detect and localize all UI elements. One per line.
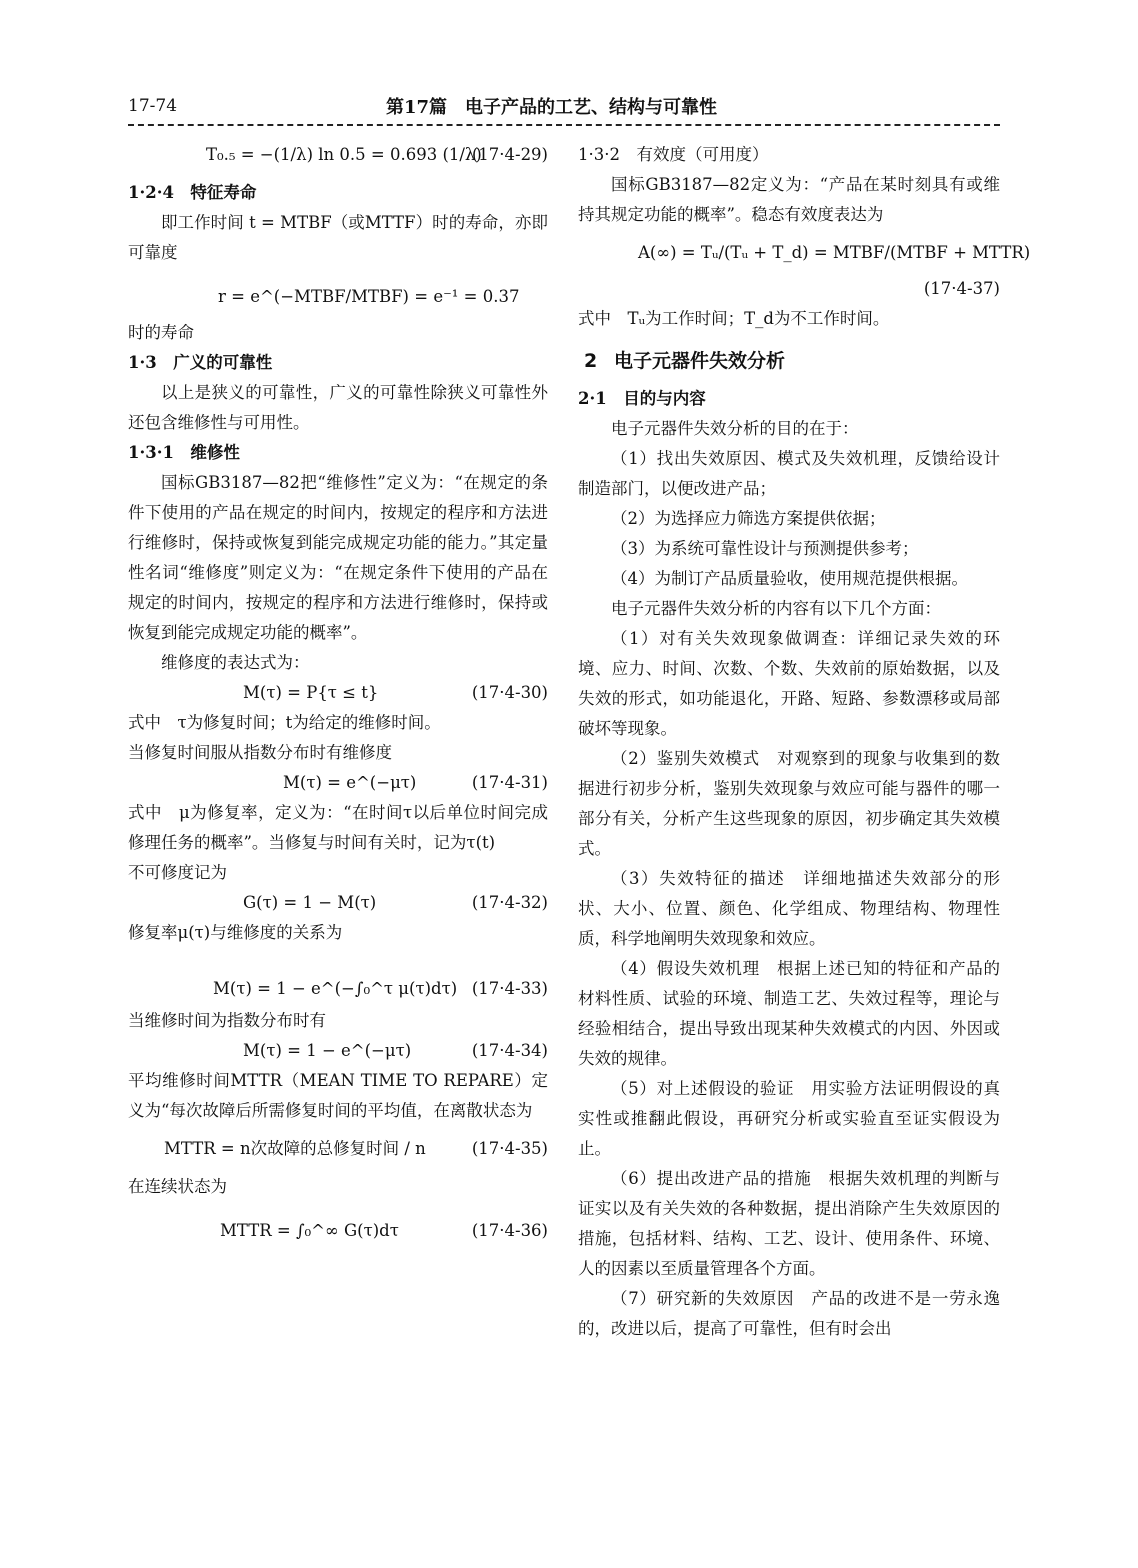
equation-number: (17·4-33) <box>471 979 548 998</box>
paragraph: 式中 τ为修复时间；t为给定的维修时间。 <box>128 713 441 732</box>
section-number: 2 <box>584 350 598 372</box>
equation-body: M(τ) = P{τ ≤ t} <box>243 683 379 702</box>
equation-17-4-32 <box>128 888 548 918</box>
equation-17-4-34 <box>128 1036 548 1066</box>
paragraph: 国标GB3187—82定义为：“产品在某时刻具有或维持其规定功能的概率”。稳态有效度表达为 <box>578 175 1000 224</box>
paragraph: 即工作时间 t = MTBF（或MTTF）时的寿命，亦即可靠度 <box>128 213 548 262</box>
paragraph: 式中 μ为修复率，定义为：“在时间τ以后单位时间完成修理任务的概率”。当修复与时间有关时，记为τ(t) <box>128 803 548 852</box>
section-title: 电子元器件失效分析 <box>614 350 786 372</box>
equation-number: (17·4-37) <box>923 279 1000 298</box>
header-rule <box>128 124 1000 126</box>
section-heading-1-3-1: 1·3·1 维修性 <box>128 443 240 462</box>
paragraph: 国标GB3187—82把“维修性”定义为：“在规定的条件下使用的产品在规定的时间内，按规定的程序和方法进行维修时，保持或恢复到能完成规定功能的能力。”其定量性名词“维修度”则定义为：“在规定条件下使用的产品在规定的时间内，按规定的程序和方法进行维修时，保持或恢复到能完成规定功能的概率”。 <box>128 473 548 642</box>
section-heading-1-3: 1·3 广义的可靠性 <box>128 353 273 372</box>
list-item: （7）研究新的失效原因 产品的改进不是一劳永逸的，改进以后，提高了可靠性，但有时会出 <box>578 1289 1000 1338</box>
list-item: （4）为制订产品质量验收，使用规范提供根据。 <box>611 569 968 588</box>
equation-number: (17·4-30) <box>471 683 548 702</box>
equation-number: (17·4-32) <box>471 893 548 912</box>
equation-number: (17·4-34) <box>471 1041 548 1060</box>
list-item: （3）为系统可靠性设计与预测提供参考； <box>611 539 919 558</box>
list-item: （4）假设失效机理 根据上述已知的特征和产品的材料性质、试验的环境、制造工艺、失效过程等，理论与经验相结合，提出导致出现某种失效模式的内因、外因或失效的规律。 <box>578 959 1000 1068</box>
equation-number: (17·4-36) <box>471 1221 548 1240</box>
equation-17-4-30 <box>128 678 548 708</box>
list-item: （2）鉴别失效模式 对观察到的现象与收集到的数据进行初步分析，鉴别失效现象与效应可能与器件的哪一部分有关，分析产生这些现象的原因，初步确定其失效模式。 <box>578 749 1000 858</box>
paragraph: 在连续状态为 <box>128 1177 227 1196</box>
equation-17-4-37 <box>578 230 1031 274</box>
list-item: （1）对有关失效现象做调查：详细记录失效的环境、应力、时间、次数、个数、失效前的原始数据，以及失效的形式，如功能退化，开路、短路、参数漂移或局部破坏等现象。 <box>578 629 1000 738</box>
paragraph: 式中 Tᵤ为工作时间；T_d为不工作时间。 <box>578 309 890 328</box>
right-column <box>578 140 1031 1344</box>
list-item: （5）对上述假设的验证 用实验方法证明假设的真实性或推翻此假设，再研究分析或实验直至证实假设为止。 <box>578 1079 1000 1158</box>
left-column <box>128 140 548 1256</box>
equation-body: MTTR = n次故障的总修复时间 / n <box>164 1139 426 1158</box>
paragraph: 当维修时间为指数分布时有 <box>128 1011 326 1030</box>
equation-17-4-29 <box>128 140 548 178</box>
section-heading-1-2-4: 1·2·4 特征寿命 <box>128 183 257 202</box>
page-number: 17-74 <box>128 96 178 116</box>
equation-body: r = e^(−MTBF/MTBF) = e⁻¹ = 0.37 <box>218 287 520 306</box>
equation-17-4-36 <box>128 1202 548 1256</box>
list-item: （1）找出失效原因、模式及失效机理，反馈给设计制造部门，以便改进产品； <box>578 449 1000 498</box>
equation-body: G(τ) = 1 − M(τ) <box>243 893 377 912</box>
page-header <box>128 96 1000 126</box>
section-heading-2-1: 2·1 目的与内容 <box>578 389 706 408</box>
equation-17-4-31 <box>128 768 548 798</box>
equation-body: M(τ) = 1 − e^(−∫₀^τ μ(τ)dτ) <box>213 979 458 998</box>
equation-body: MTTR = ∫₀^∞ G(τ)dτ <box>220 1221 399 1240</box>
equation-body: M(τ) = 1 − e^(−μτ) <box>243 1041 412 1060</box>
equation-body: T₀.₅ = −(1/λ) ln 0.5 = 0.693 (1/λ) <box>206 145 482 164</box>
equation-body: A(∞) = Tᵤ/(Tᵤ + T_d) = MTBF/(MTBF + MTTR) <box>638 243 1031 262</box>
list-item: （3）失效特征的描述 详细地描述失效部分的形状、大小、位置、颜色、化学组成、物理结构、物理性质，科学地阐明失效现象和效应。 <box>578 869 1000 948</box>
list-item: （6）提出改进产品的措施 根据失效机理的判断与证实以及有关失效的各种数据，提出消除产生失效原因的措施，包括材料、结构、工艺、设计、使用条件、环境、人的因素以至质量管理各个方面。 <box>578 1169 1000 1278</box>
paragraph: 平均维修时间MTTR（MEAN TIME TO REPARE）定义为“每次故障后所需修复时间的平均值，在离散状态为 <box>128 1071 548 1120</box>
paragraph: 时的寿命 <box>128 323 194 342</box>
paragraph: 维修度的表达式为： <box>161 653 310 672</box>
equation-body: M(τ) = e^(−μτ) <box>283 773 417 792</box>
section-heading-1-3-2: 1·3·2 有效度（可用度） <box>578 145 769 164</box>
paragraph: 不可修度记为 <box>128 863 227 882</box>
equation-number: (17·4-31) <box>471 773 548 792</box>
paragraph: 电子元器件失效分析的目的在于： <box>611 419 859 438</box>
equation-number: (17·4-29) <box>471 145 548 164</box>
section-heading-2 <box>584 346 1000 376</box>
paragraph: 以上是狭义的可靠性，广义的可靠性除狭义可靠性外还包含维修性与可用性。 <box>128 383 548 432</box>
list-item: （2）为选择应力筛选方案提供依据； <box>611 509 886 528</box>
paragraph: 修复率μ(τ)与维修度的关系为 <box>128 923 343 942</box>
running-title: 第17篇 电子产品的工艺、结构与可靠性 <box>386 97 718 118</box>
equation-number-row <box>578 274 1000 304</box>
paragraph: 当修复时间服从指数分布时有维修度 <box>128 743 392 762</box>
equation-number: (17·4-35) <box>471 1139 548 1158</box>
paragraph: 电子元器件失效分析的内容有以下几个方面： <box>611 599 941 618</box>
equation-17-4-33 <box>128 948 548 1006</box>
equation-reliability <box>128 268 548 318</box>
equation-17-4-35 <box>128 1126 548 1172</box>
